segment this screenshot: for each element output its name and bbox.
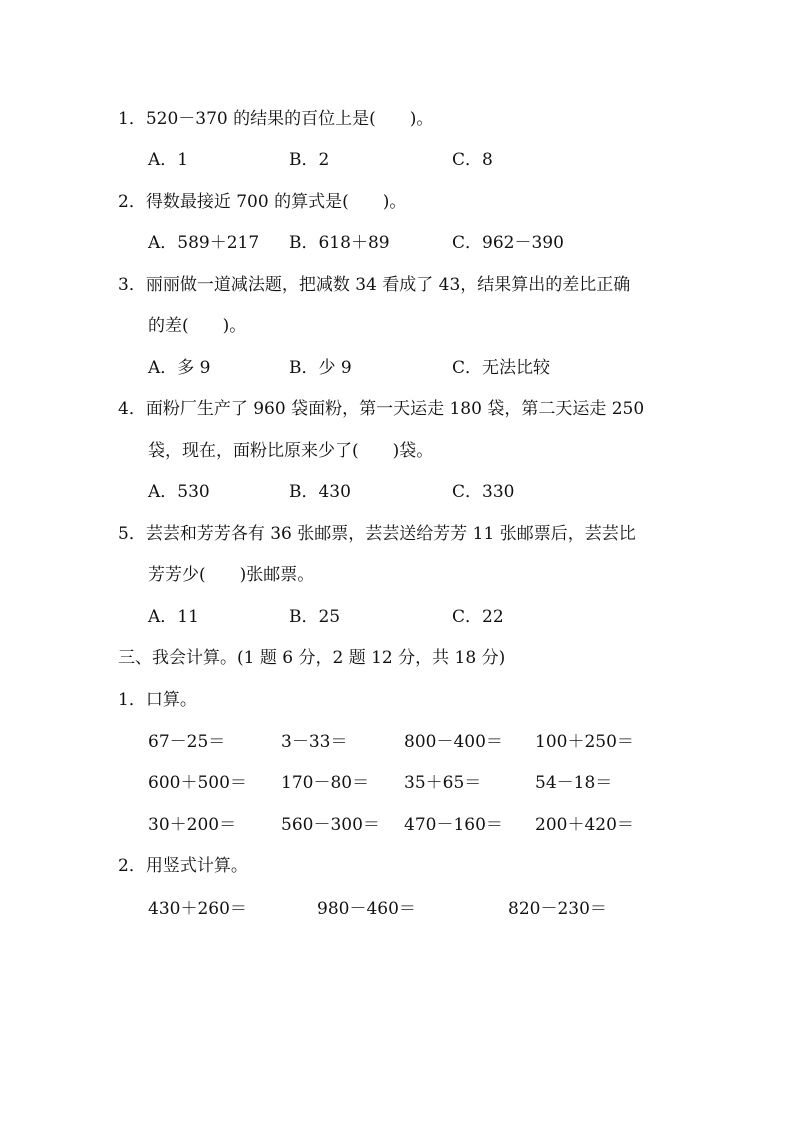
question-4-option-a: A．530 xyxy=(148,482,210,502)
oral-calc-item: 54－18＝ xyxy=(535,773,613,793)
vertical-calc-item: 430＋260＝ xyxy=(148,899,247,919)
oral-calc-title: 1．口算。 xyxy=(118,690,197,710)
oral-calc-item: 100＋250＝ xyxy=(535,732,634,752)
vertical-calc-title: 2．用竖式计算。 xyxy=(118,856,248,876)
oral-calc-item: 800－400＝ xyxy=(404,732,503,752)
question-5: 5．芸芸和芳芳各有 36 张邮票，芸芸送给芳芳 11 张邮票后，芸芸比 xyxy=(118,524,636,544)
question-4-option-b: B．430 xyxy=(289,482,351,502)
oral-calc-item: 170－80＝ xyxy=(281,773,370,793)
question-4-continued: 袋，现在，面粉比原来少了( )袋。 xyxy=(148,441,434,461)
question-4: 4．面粉厂生产了 960 袋面粉，第一天运走 180 袋，第二天运走 250 xyxy=(118,399,645,419)
vertical-calc-item: 820－230＝ xyxy=(508,899,607,919)
oral-calc-item: 470－160＝ xyxy=(404,815,503,835)
oral-calc-item: 35＋65＝ xyxy=(404,773,482,793)
oral-calc-item: 200＋420＝ xyxy=(535,815,634,835)
question-3-option-a: A．多 9 xyxy=(148,358,211,378)
question-3-continued: 的差( )。 xyxy=(148,316,247,336)
question-1-option-a: A．1 xyxy=(148,150,189,170)
vertical-calc-item: 980－460＝ xyxy=(317,899,416,919)
oral-calc-item: 67－25＝ xyxy=(148,732,226,752)
oral-calc-item: 3－33＝ xyxy=(281,732,348,752)
question-5-option-c: C．22 xyxy=(452,607,504,627)
question-5-option-a: A．11 xyxy=(148,607,199,627)
question-1: 1．520－370 的结果的百位上是( )。 xyxy=(118,109,434,129)
oral-calc-item: 600＋500＝ xyxy=(148,773,247,793)
question-2: 2．得数最接近 700 的算式是( )。 xyxy=(118,192,407,212)
question-1-option-c: C．8 xyxy=(452,150,493,170)
question-2-option-a: A．589＋217 xyxy=(148,233,260,253)
question-2-option-b: B．618＋89 xyxy=(289,233,390,253)
question-2-option-c: C．962－390 xyxy=(452,233,564,253)
question-1-option-b: B．2 xyxy=(289,150,330,170)
question-3-option-c: C．无法比较 xyxy=(452,358,551,378)
oral-calc-item: 560－300＝ xyxy=(281,815,380,835)
oral-calc-item: 30＋200＝ xyxy=(148,815,237,835)
question-5-option-b: B．25 xyxy=(289,607,341,627)
section-3-heading: 三、我会计算。(1 题 6 分，2 题 12 分，共 18 分) xyxy=(118,648,506,668)
question-5-continued: 芳芳少( )张邮票。 xyxy=(148,565,315,585)
question-4-option-c: C．330 xyxy=(452,482,515,502)
question-3-option-b: B．少 9 xyxy=(289,358,352,378)
question-3: 3．丽丽做一道减法题，把减数 34 看成了 43，结果算出的差比正确 xyxy=(118,275,631,295)
